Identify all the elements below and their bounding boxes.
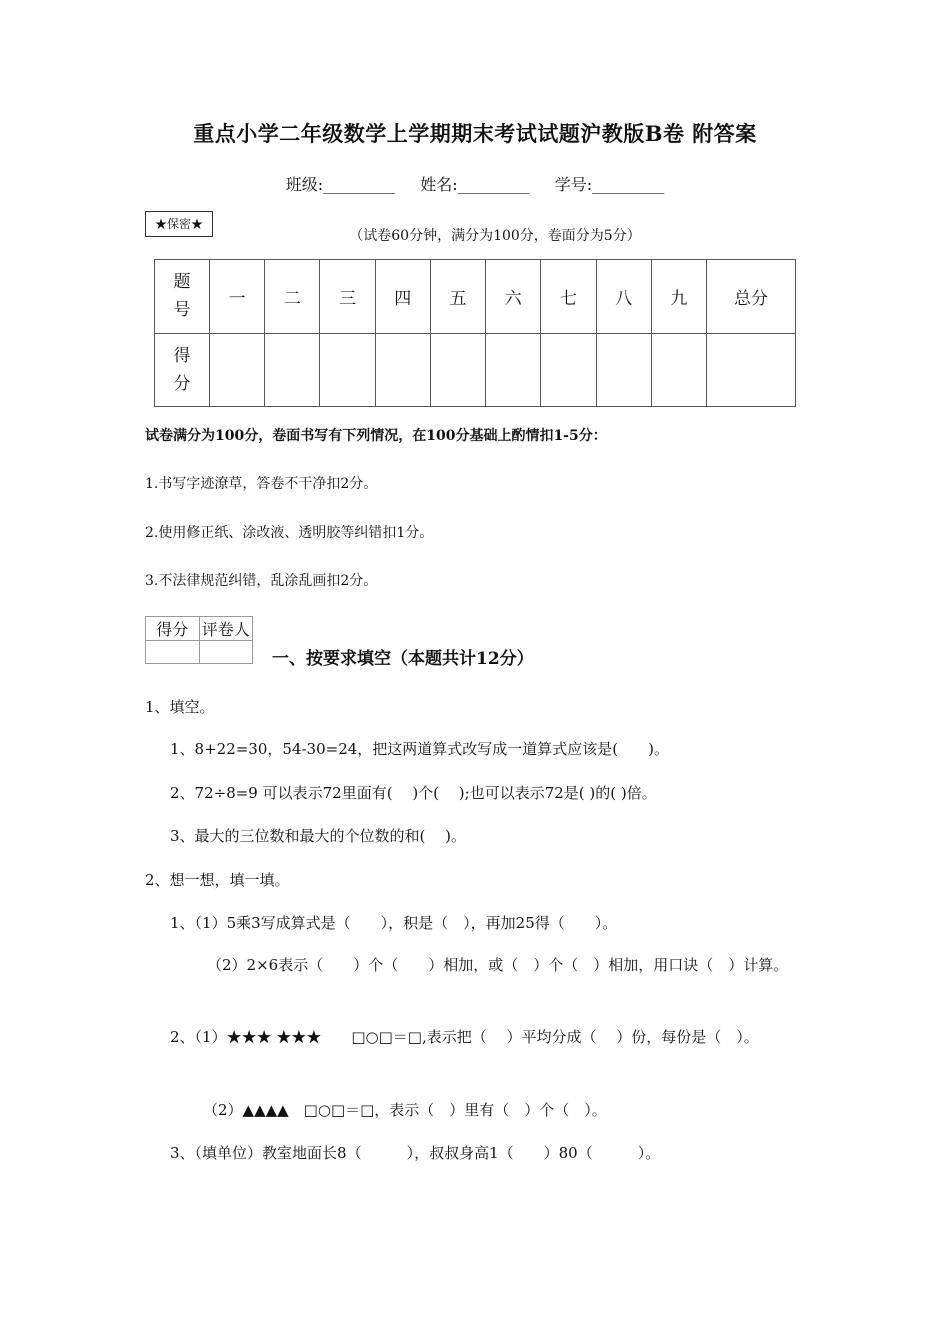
- question-item: 3、最大的三位数和最大的个位数的和( )。: [170, 827, 467, 845]
- grader-score-cell[interactable]: [146, 641, 200, 664]
- score-cell[interactable]: [486, 333, 541, 407]
- score-cell[interactable]: [210, 333, 265, 407]
- column-header: 八: [596, 260, 651, 334]
- column-header: 七: [541, 260, 596, 334]
- score-cell[interactable]: [375, 333, 430, 407]
- score-table-header-row: [155, 260, 796, 334]
- question-item: 3、（填单位）教室地面长8（ ），叔叔身高1（ ）80（ ）。: [170, 1144, 661, 1162]
- question-item: 1、8+22=30，54-30=24，把这两道算式改写成一道算式应该是( )。: [170, 740, 670, 758]
- question-title: 2、想一想，填一填。: [145, 871, 290, 889]
- question-item: 1、（1）5乘3写成算式是（ ），积是（ ），再加25得（ ）。: [170, 914, 618, 932]
- section-title: 一、按要求填空（本题共计12分）: [272, 649, 534, 669]
- column-header: 四: [375, 260, 430, 334]
- header-label-char: 号: [173, 300, 191, 321]
- rule-item: 3.不法律规范纠错，乱涂乱画扣2分。: [145, 573, 378, 589]
- student-info-line: [0, 172, 950, 195]
- grader-score-label: 得分: [146, 617, 200, 641]
- score-cell-total[interactable]: [707, 333, 796, 407]
- header-row-label: [155, 260, 210, 334]
- rules-heading: 试卷满分为100分，卷面书写有下列情况，在100分基础上酌情扣1-5分：: [145, 428, 607, 444]
- column-header: 六: [486, 260, 541, 334]
- grader-reviewer-cell[interactable]: [199, 641, 253, 664]
- name-field[interactable]: 姓名:_________: [420, 175, 530, 194]
- column-header: 五: [430, 260, 485, 334]
- score-label-char: 分: [173, 373, 191, 394]
- page-title: 重点小学二年级数学上学期期末考试试题沪教版B卷 附答案: [193, 121, 757, 146]
- column-header: 一: [210, 260, 265, 334]
- score-table-score-row: [155, 333, 796, 407]
- score-row-label: [155, 333, 210, 407]
- question-item: （2）2×6表示（ ）个（ ）相加，或（ ）个（ ）相加，用口诀（ ）计算。: [207, 956, 789, 974]
- score-cell[interactable]: [320, 333, 375, 407]
- rule-item: 2.使用修正纸、涂改液、透明胶等纠错扣1分。: [145, 525, 434, 541]
- score-label-char: 得: [173, 345, 191, 366]
- question-title: 1、填空。: [145, 698, 215, 716]
- score-cell[interactable]: [651, 333, 706, 407]
- score-cell[interactable]: [265, 333, 320, 407]
- rule-item: 1.书写字迹潦草，答卷不干净扣2分。: [145, 476, 378, 492]
- score-cell[interactable]: [596, 333, 651, 407]
- class-field[interactable]: 班级:_________: [285, 175, 396, 194]
- score-cell[interactable]: [430, 333, 485, 407]
- grader-table: [145, 616, 253, 664]
- header-label-char: 题: [173, 272, 191, 293]
- question-item: 2、72÷8=9 可以表示72里面有( )个( );也可以表示72是( )的( )倍。: [170, 784, 657, 802]
- question-item: （2）▲▲▲▲ □○□＝□，表示（ ）里有（ ）个（ ）。: [203, 1101, 607, 1119]
- score-cell[interactable]: [541, 333, 596, 407]
- grader-reviewer-label: 评卷人: [199, 617, 253, 641]
- student-id-field[interactable]: 学号:_________: [554, 175, 665, 194]
- question-item: 2、（1）★★★ ★★★ □○□＝□,表示把（ ）平均分成（ ）份，每份是（ ）。: [170, 1028, 759, 1046]
- score-table: [154, 259, 796, 407]
- exam-note: （试卷60分钟，满分为100分，卷面分为5分）: [349, 228, 641, 244]
- confidential-badge: ★保密★: [145, 211, 213, 237]
- column-header: 三: [320, 260, 375, 334]
- column-header: 二: [265, 260, 320, 334]
- column-header-total: 总分: [707, 260, 796, 334]
- column-header: 九: [651, 260, 706, 334]
